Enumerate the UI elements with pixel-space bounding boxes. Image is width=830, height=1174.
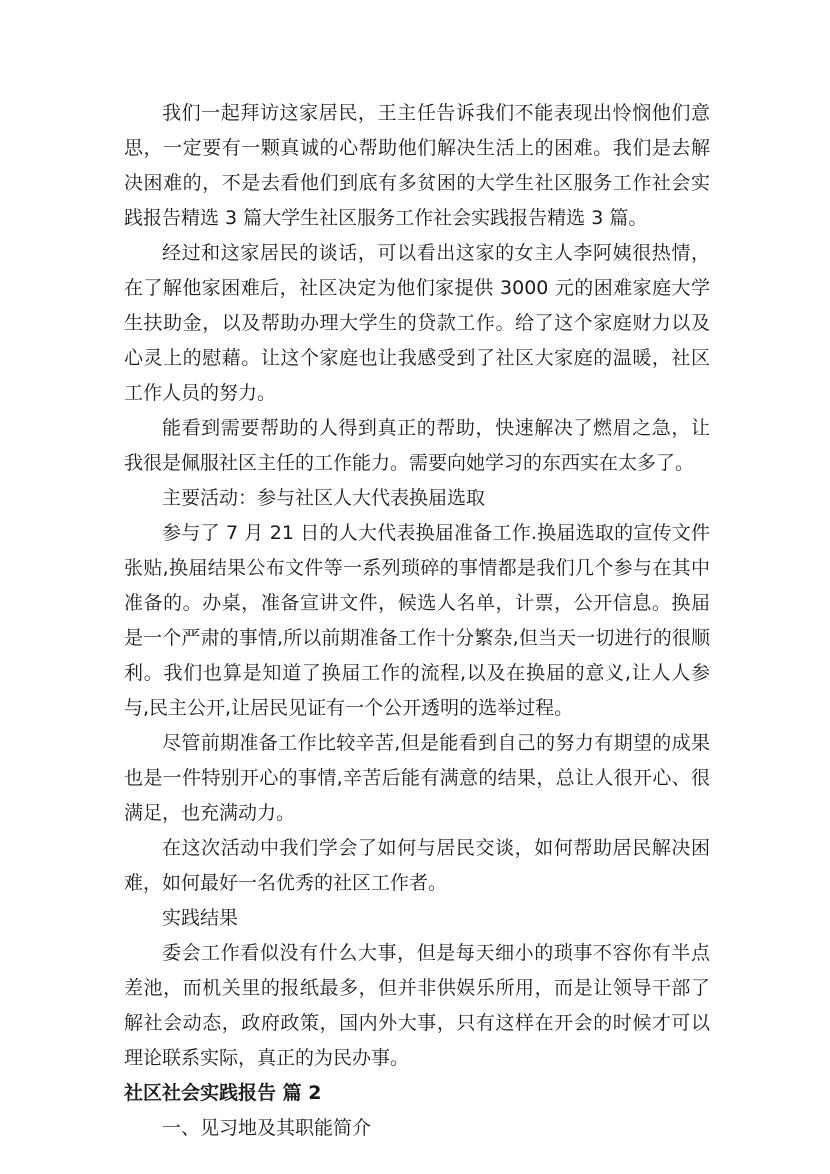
- paragraph: 尽管前期准备工作比较辛苦,但是能看到自己的努力有期望的成果也是一件特别开心的事情,辛苦后能有满意的结果，总让人很开心、很满足，也充满动力。: [124, 732, 710, 824]
- paragraph: 能看到需要帮助的人得到真正的帮助，快速解决了燃眉之急，让我很是佩服社区主任的工作能力。需要向她学习的东西实在太多了。: [124, 417, 710, 474]
- subheading: 一、见习地及其职能简介: [162, 1117, 372, 1139]
- section-title: 社区社会实践报告 篇 2: [124, 1082, 322, 1104]
- paragraph: 经过和这家居民的谈话，可以看出这家的女主人李阿姨很热情，在了解他家困难后，社区决定为他们家提供 3000 元的困难家庭大学生扶助金，以及帮助办理大学生的贷款工作。给了这个家庭财力以及心灵上的慰藉。让这个家庭也让我感受到了社区大家庭的温暖，社区工作人员的努力。: [124, 242, 710, 404]
- subheading: 实践结果: [162, 907, 239, 929]
- paragraph: 参与了 7 月 21 日的人大代表换届准备工作.换届选取的宣传文件张贴,换届结果公布文件等一系列琐碎的事情都是我们几个参与在其中准备的。办桌，准备宣讲文件，候选人名单，计票，公开信息。换届是一个严肃的事情,所以前期准备工作十分繁杂,但当天一切进行的很顺利。我们也算是知道了换届工作的流程,以及在换届的意义,让人人参与,民主公开,让居民见证有一个公开透明的选举过程。: [124, 522, 710, 719]
- paragraph: 我们一起拜访这家居民，王主任告诉我们不能表现出怜悯他们意思，一定要有一颗真诚的心帮助他们解决生活上的困难。我们是去解决困难的，不是去看他们到底有多贫困的大学生社区服务工作社会实践报告精选 3 篇大学生社区服务工作社会实践报告精选 3 篇。: [124, 102, 710, 229]
- document-body: [124, 96, 710, 1146]
- subheading: 主要活动：参与社区人大代表换届选取: [162, 487, 486, 509]
- paragraph: 在这次活动中我们学会了如何与居民交谈，如何帮助居民解决困难，如何最好一名优秀的社区工作者。: [124, 837, 710, 894]
- paragraph: 委会工作看似没有什么大事，但是每天细小的琐事不容你有半点差池，而机关里的报纸最多，但并非供娱乐所用，而是让领导干部了解社会动态，政府政策，国内外大事，只有这样在开会的时候才可以理论联系实际，真正的为民办事。: [124, 942, 710, 1069]
